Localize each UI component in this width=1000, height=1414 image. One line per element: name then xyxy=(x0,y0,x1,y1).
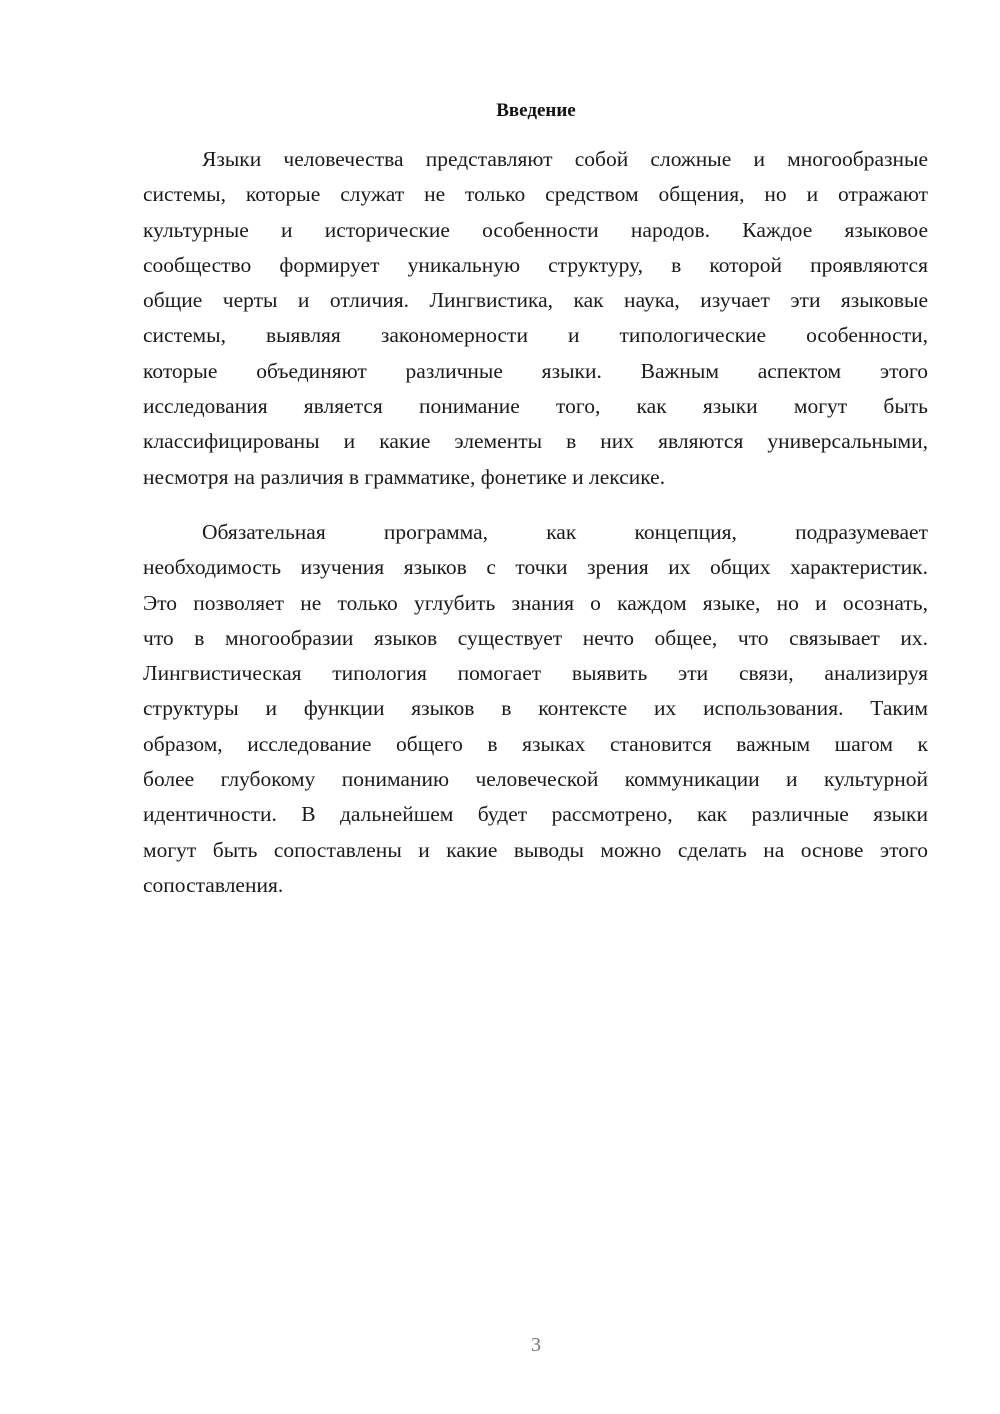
text-line: классифицированы и какие элементы в них являются универсальными, xyxy=(143,429,928,454)
text-line: культурные и исторические особенности народов. Каждое языковое xyxy=(143,217,928,242)
text-line: идентичности. В дальнейшем будет рассмотрено, как различные языки xyxy=(143,802,928,827)
text-line: исследования является понимание того, как языки могут быть xyxy=(143,394,928,419)
text-line: которые объединяют различные языки. Важным аспектом этого xyxy=(143,358,928,383)
text-line: Языки человечества представляют собой сложные и многообразные xyxy=(202,147,928,171)
text-line: Это позволяет не только углубить знания о каждом языке, но и осознать, xyxy=(143,590,928,615)
section-title: Введение xyxy=(496,100,576,121)
text-line: несмотря на различия в грамматике, фонетике и лексике. xyxy=(143,464,666,489)
text-line: структуры и функции языков в контексте их использования. Таким xyxy=(143,696,928,721)
paragraph-introduction-1 xyxy=(143,142,928,495)
text-line: сопоставления. xyxy=(143,872,284,897)
text-line: общие черты и отличия. Лингвистика, как наука, изучает эти языковые xyxy=(143,288,928,313)
text-line: более глубокому пониманию человеческой коммуникации и культурной xyxy=(143,767,928,792)
text-line: что в многообразии языков существует нечто общее, что связывает их. xyxy=(143,625,928,650)
text-line: образом, исследование общего в языках становится важным шагом к xyxy=(143,731,928,756)
text-line: сообщество формирует уникальную структуру, в которой проявляются xyxy=(143,252,928,277)
text-line: могут быть сопоставлены и какие выводы можно сделать на основе этого xyxy=(143,837,928,862)
text-line: необходимость изучения языков с точки зрения их общих характеристик. xyxy=(143,555,928,580)
page-number: 3 xyxy=(531,1334,541,1356)
text-line: системы, выявляя закономерности и типологические особенности, xyxy=(143,323,928,348)
paragraph-introduction-2 xyxy=(143,515,928,903)
text-line: Лингвистическая типология помогает выявить эти связи, анализируя xyxy=(143,661,928,686)
text-line: системы, которые служат не только средством общения, но и отражают xyxy=(143,182,928,207)
text-line: Обязательная программа, как концепция, подразумевает xyxy=(202,520,928,544)
